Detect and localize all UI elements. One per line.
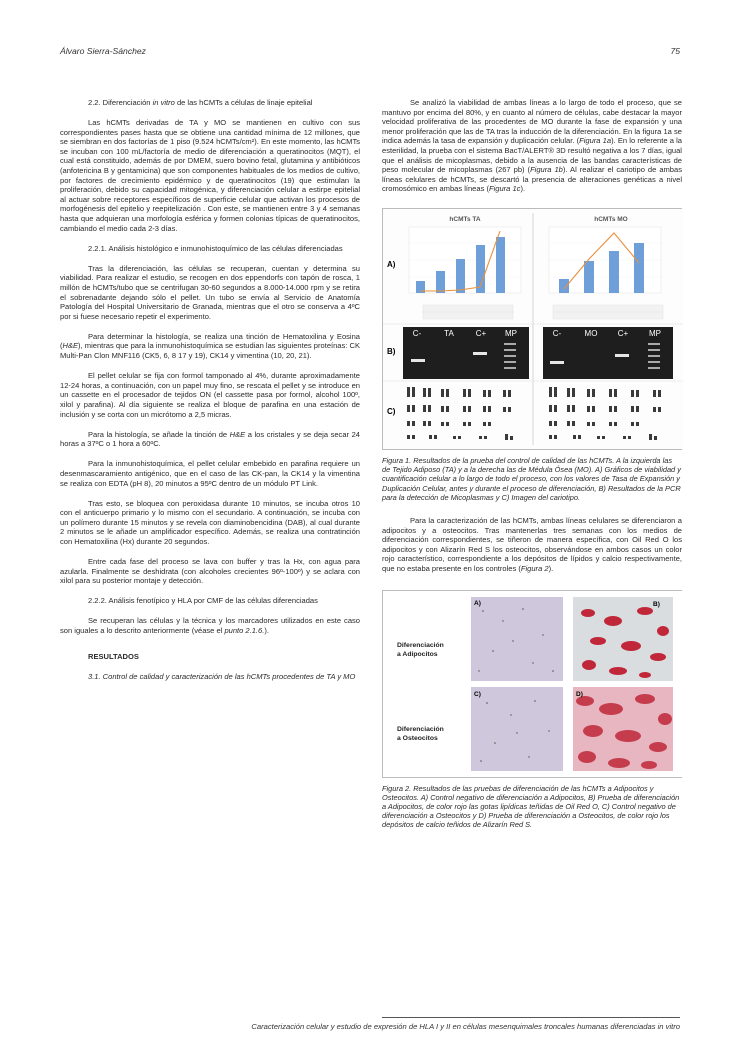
fig2-panel-label: C): [474, 690, 481, 698]
fig1-right-bar: [559, 279, 569, 293]
gel-lane-label: C+: [475, 328, 487, 338]
gel-lane-label: MO: [584, 328, 598, 338]
paragraph: Para determinar la histología, se realiza una tinción de Hematoxilina y Eosina (H&E), mientras que para la inmunohistoquímica se estudian las siguientes proteínas: CK Multi-Pan Clon MNF116 (CK5, 6, 8 17 y 19), CK14 y vimentina (10, 20, 21).: [60, 331, 360, 361]
results-subheading: 3.1. Control de calidad y caracterización de las hCMTs procedentes de TA y MO: [88, 671, 356, 681]
fig1-right-bar: [584, 261, 594, 293]
fig2-row2-label: a Osteocitos: [397, 734, 438, 742]
fig2-row2-label: Diferenciación: [397, 725, 444, 733]
fig1-row-label-c: C): [387, 406, 396, 416]
paragraph: Tras la diferenciación, las células se recuperan, cuentan y determina su viabilidad. Para realizar el estudio, se recogen en dos eppendorfs con tapón de rosca, 1 millón de hCMTs/tubo que se centrifugan 30-60 segundos a 8.000-14.000 rpm y se retira el sobrenadante dejando sólo el pellet. Un tubo se envía al Servicio de Anatomía Patología del Hospital Universitario de Granada, mientras que el otro se conserva a 4ºC por si fuese necesario repetir el experimento.: [60, 263, 360, 321]
gel-lane-label: C+: [617, 328, 629, 338]
section-heading-2-2: 2.2. Diferenciación in vitro de las hCMTs a células de linaje epitelial: [88, 98, 313, 107]
fig1-right-chart-title: hCMTs MO: [594, 215, 628, 223]
paragraph: Se recuperan las células y la técnica y los marcadores utilizados en este caso son iguales a lo descrito anteriormente (véase el punto 2.1.6.).: [60, 616, 360, 636]
footer-rule: [382, 1017, 680, 1018]
paragraph: Entre cada fase del proceso se lava con buffer y tras la Hx, con agua para azularla. Finalmente se deshidrata (con alcoholes crecientes 96º-100º) y se aclara con xilol para su posterior montaje y detección.: [60, 557, 360, 586]
fig2-panel-label: B): [653, 600, 660, 608]
fig2-row1-label: a Adipocitos: [397, 650, 438, 658]
running-header-author: Álvaro Sierra-Sánchez: [60, 46, 146, 56]
fig1-left-bar: [436, 271, 445, 293]
fig2-panel-label: D): [576, 690, 583, 698]
gel-lane-label: TA: [444, 328, 454, 338]
figure-2-graphic: [383, 591, 683, 777]
fig2-panel-label: A): [474, 599, 481, 607]
gel-lane-label: MP: [649, 328, 661, 338]
section-heading-2-2-1: 2.2.1. Análisis histológico e inmunohistoquímico de las células diferenciadas: [88, 243, 343, 253]
fig1-left-chart-title: hCMTs TA: [449, 215, 481, 223]
fig1-row-label-b: B): [387, 346, 396, 356]
fig1-left-bar: [456, 259, 465, 293]
left-column: [60, 98, 360, 692]
gel-lane-label: C-: [412, 328, 422, 338]
paragraph: Tras esto, se bloquea con peroxidasa durante 10 minutos, se incuba otros 10 con el anticuerpo primario y lo mismo con el secundario. A continuación, se incuba con un polímero durante 15 minutos y se revela con diaminobencidina (DAB), al cual durante 2 minutos se le añade un amplificador específico. Además, se realiza una contratinción con Hematoxilina (Hx) durante 20 segundos.: [60, 498, 360, 546]
figure-1-graphic: [383, 209, 683, 449]
fig1-right-bar: [634, 243, 644, 293]
paragraph: Las hCMTs derivadas de TA y MO se mantienen en cultivo con sus correspondientes pases hasta que se obtiene una cantidad mínima de 12 millones, que se siembran en dos factorías de 1 piso (9.524 hCMTs/cm²). En este momento, las hCMTs se incuban con 100 mL/factoría de medio de diferenciación a queratinocitos (MQT), el cual está constituido, además de por DMEM, suero bovino fetal, glutamina y antibióticos (anfotericina B y gentamicina) que son componentes habituales de los medios de cultivo, por factores de crecimiento epidérmico y de queratinocitos (19) que estimulan la proliferación, debido su capacidad mitogénica, y diferenciación celular a estirpe epitelial al actuar sobre receptores específicos de superficie celular que activan los procesos de morfogénesis del epitelio y reepitelización . Con este, se mantienen entre 3 y 4 semanas hasta que adquieran una morfología esférica y formen colonias típicas de queratinocitos, cambiando el medio cada 2-3 días.: [60, 118, 360, 233]
paragraph: Para la caracterización de las hCMTs, ambas líneas celulares se diferenciaron a adipocitos y a osteocitos. Tras mantenerlas tres semanas con los medios de diferenciación correspondientes, se tiñeron de manera específica, con Oil Red O los adipocitos y con Alizarín Red S los osteocitos, observándose en ambos casos un color rojo característico, correspondiente a los depósitos de lípidos y calcio respectivamente, que no estaba presente en los controles (Figura 2).: [382, 515, 682, 573]
section-heading-2-2-2: 2.2.2. Análisis fenotípico y HLA por CMF de las células diferenciadas: [88, 596, 318, 606]
running-footer: Caracterización celular y estudio de expresión de HLA I y II en células mesenquimales troncales humanas diferenciadas in vitro: [251, 1022, 680, 1031]
figure-2: [382, 590, 682, 778]
fig1-right-chart-plot: [549, 227, 661, 293]
results-heading: RESULTADOS: [88, 651, 139, 661]
fig2-row1-label: Diferenciación: [397, 641, 444, 649]
fig1-left-bar: [496, 237, 505, 293]
fig2-panel-c-image: [471, 687, 563, 771]
gel-lane-label: C-: [552, 328, 562, 338]
gel-lane-label: MP: [505, 328, 517, 338]
right-column: [382, 98, 682, 840]
figure-1: [382, 208, 682, 450]
fig1-right-bar: [609, 251, 619, 293]
figure-2-caption: Figura 2. Resultados de las pruebas de diferenciación de las hCMTs a Adipocitos y Osteocitos. A) Control negativo de diferenciación a Adipocitos, B) Prueba de diferenciación a Adipocitos, de color rojo las gotas lipídicas teñidas de Oil Red O, C) Control negativo de diferenciación a Osteocitos y D) Prueba de diferenciación a Osteocitos, de color rojo los depósitos de calcio teñidos de Alizarín Red S.: [382, 783, 680, 830]
page-number: 75: [670, 46, 680, 56]
fig1-row-label-a: A): [387, 259, 396, 269]
paragraph: Se analizó la viabilidad de ambas líneas a lo largo de todo el proceso, que se mantuvo por encima del 80%, y en cuanto al número de células, cabe destacar la mayor velocidad proliferativa de las procedentes de MO durante la fase de expansión y una menor proliferación que las de TA tras la inducción de la diferenciación. En la figura 1a se indica además la tasa de expansión y duplicación celular. (Figura 1a). En lo referente a la esterilidad, la prueba con el sistema BacT/ALERT® 3D resultó negativa a los 7 días, igual que el análisis de micoplasmas, debido a la ausencia de las bandas características de peso molecular de micoplasmas (267 pb) (Figura 1b). Al realizar el cariotipo de ambas líneas celulares de hCMTs, se descartó la presencia de alteraciones genéticas a nivel cromosómico en ambas líneas (Figura 1c).: [382, 98, 682, 194]
fig1-left-chart-plot: [409, 227, 521, 293]
paragraph: Para la inmunohistoquímica, el pellet celular embebido en parafina requiere un desenmascaramiento antigénico, que en el caso de las CK-pan, la CK14 y la vimentina se realiza con EDTA (pH 8), 20 minutos a 95ºC dentro de un módulo PT Link.: [60, 459, 360, 488]
paragraph: Para la histología, se añade la tinción de H&E a los cristales y se deja secar 24 horas a 37ºC o 1 hora a 60ºC.: [60, 429, 360, 449]
fig2-panel-a-image: [471, 597, 563, 681]
paragraph: El pellet celular se fija con formol tamponado al 4%, durante aproximadamente 12-24 horas, a continuación, con un papel muy fino, se rescata el pellet y se introduce en un cassette en el procesador de tejidos ON (el cassette pasa por formol, alcohol 100º, xilol y parafina). Al día siguiente se realiza el bloque de parafina en una estación de inclusión y se corta con un micrótomo a 2,5 micras.: [60, 371, 360, 419]
figure-1-caption: Figura 1. Resultados de la prueba del control de calidad de las hCMTs. A la izquierda las de Tejido Adiposo (TA) y a la derecha las de Médula Ósea (MO). A) Gráficos de viabilidad y cuantificación celular a lo largo de todo el proceso, con los valores de Tasa de Expansión y Duplicación Celular, antes y durante el proceso de diferenciación, B) Resultados de la PCR para la detección de Micoplasmas y C) Imagen del cariotipo.: [382, 455, 681, 502]
